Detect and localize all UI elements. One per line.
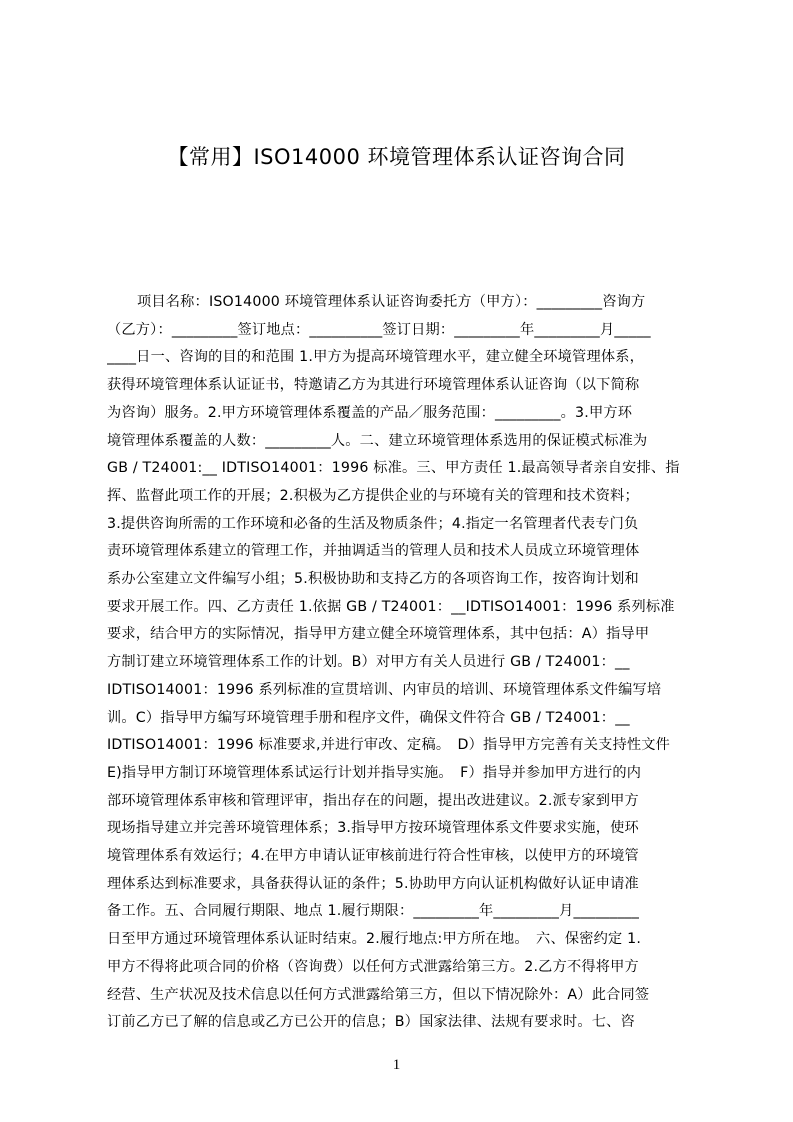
body-line: 项目名称：ISO14000 环境管理体系认证咨询委托方（甲方）：_________咨询方 bbox=[137, 294, 646, 310]
body-line: IDTISO14001：1996 系列标准的宣贯培训、内审员的培训、环境管理体系文件编写培 bbox=[107, 681, 662, 698]
body-line: 3.提供咨询所需的工作环境和必备的生活及物质条件；4.指定一名管理者代表专门负 bbox=[107, 515, 639, 532]
page-number: 1 bbox=[392, 1057, 401, 1073]
body-line: 现场指导建立并完善环境管理体系；3.指导甲方按环境管理体系文件要求实施，使环 bbox=[107, 820, 639, 837]
contract-body bbox=[0, 288, 793, 1048]
body-line: （乙方）：_________签订地点：__________签订日期：_________年_________月_____ bbox=[107, 321, 651, 338]
body-line: 部环境管理体系审核和管理评审，指出存在的问题，提出改进建议。2.派专家到甲方 bbox=[107, 792, 639, 809]
body-line: 理体系达到标准要求，具备获得认证的条件；5.协助甲方向认证机构做好认证申请准 bbox=[107, 875, 639, 892]
body-line: 训。C）指导甲方编写环境管理手册和程序文件，确保文件符合 GB / T24001：__ bbox=[107, 709, 630, 726]
body-line: 要求开展工作。四、乙方责任 1.依据 GB / T24001：__IDTISO14001：1996 系列标准 bbox=[107, 598, 675, 615]
body-line: 系办公室建立文件编写小组；5.积极协助和支持乙方的各项咨询工作，按咨询计划和 bbox=[107, 571, 639, 587]
body-line: 获得环境管理体系认证证书，特邀请乙方为其进行环境管理体系认证咨询（以下简称 bbox=[107, 377, 640, 394]
body-line: 挥、监督此项工作的开展；2.积极为乙方提供企业的与环境有关的管理和技术资料； bbox=[107, 487, 639, 504]
body-line: 备工作。五、合同履行期限、地点 1.履行期限：_________年_________月_________ bbox=[107, 903, 640, 920]
body-line: 境管理体系覆盖的人数：_________人。二、建立环境管理体系选用的保证模式标准为 bbox=[107, 432, 648, 449]
document-title: 【常用】ISO14000 环境管理体系认证咨询合同 bbox=[167, 145, 626, 169]
body-line: 要求，结合甲方的实际情况，指导甲方建立健全环境管理体系，其中包括：A）指导甲 bbox=[107, 626, 650, 643]
body-line: 责环境管理体系建立的管理工作，并抽调适当的管理人员和技术人员成立环境管理体 bbox=[107, 543, 640, 560]
body-line: 方制订建立环境管理体系工作的计划。B）对甲方有关人员进行 GB / T24001：__ bbox=[107, 654, 630, 671]
body-line: 境管理体系有效运行；4.在甲方申请认证审核前进行符合性审核，以使甲方的环境管 bbox=[107, 848, 639, 864]
body-line: 经营、生产状况及技术信息以任何方式泄露给第三方，但以下情况除外：A）此合同签 bbox=[107, 986, 650, 1003]
body-line: 订前乙方已了解的信息或乙方已公开的信息；B）国家法律、法规有要求时。七、咨 bbox=[107, 1014, 635, 1031]
body-line: 甲方不得将此项合同的价格（咨询费）以任何方式泄露给第三方。2.乙方不得将甲方 bbox=[107, 958, 639, 975]
body-line: E)指导甲方制订环境管理体系试运行计划并指导实施。 F）指导并参加甲方进行的内 bbox=[107, 764, 642, 781]
body-line: GB / T24001:__ IDTISO14001：1996 标准。三、甲方责任 1.最高领导者亲自安排、指 bbox=[107, 460, 680, 477]
body-line: 为咨询）服务。2.甲方环境管理体系覆盖的产品／服务范围：_________。3.甲方环 bbox=[107, 404, 633, 421]
body-line: IDTISO14001：1996 标准要求,并进行审改、定稿。 D）指导甲方完善有关支持性文件 bbox=[107, 737, 671, 754]
body-line: ____日一、咨询的目的和范围 1.甲方为提高环境管理水平，建立健全环境管理体系， bbox=[107, 349, 644, 366]
body-line: 日至甲方通过环境管理体系认证时结束。2.履行地点:甲方所在地。 六、保密约定 1. bbox=[107, 931, 642, 948]
